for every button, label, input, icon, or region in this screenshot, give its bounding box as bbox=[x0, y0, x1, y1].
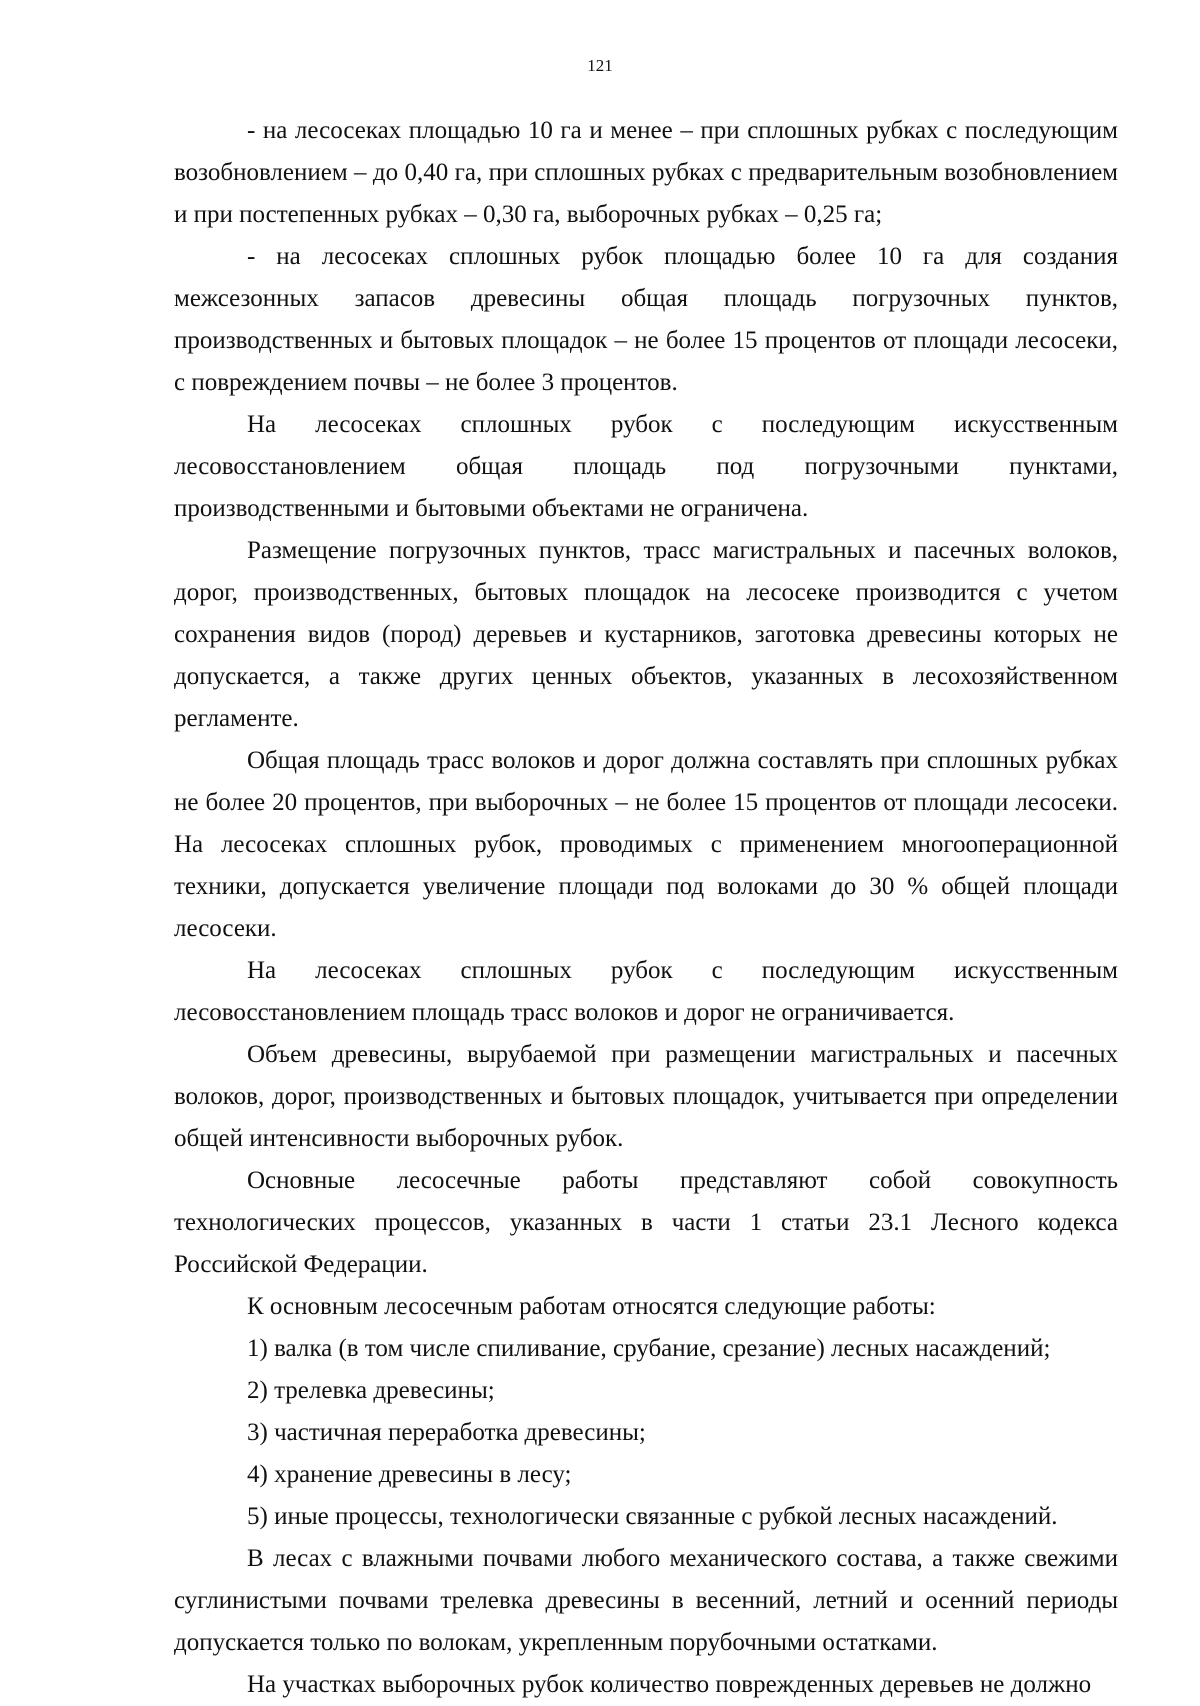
paragraph: На участках выборочных рубок количество поврежденных деревьев не должно bbox=[247, 1671, 1092, 1698]
paragraph: Объем древесины, вырубаемой при размещении магистральных и пасечных волоков, дорог, производственных и бытовых площадок, учитывается при определении общей интенсивности выборочных рубок. bbox=[174, 1041, 1118, 1152]
list-item: 3) частичная переработка древесины; bbox=[247, 1419, 646, 1446]
paragraph: Основные лесосечные работы представляют собой совокупность технологических процессов, указанных в части 1 статьи 23.1 Лесного кодекса Российской Федерации. bbox=[174, 1167, 1118, 1278]
paragraph: - на лесосеках площадью 10 га и менее – при сплошных рубках с последующим возобновлением – до 0,40 га, при сплошных рубках с предварительным возобновлением и при постепенных рубках – 0,30 га, выборочных рубках – 0,25 га; bbox=[174, 117, 1118, 228]
paragraph: На лесосеках сплошных рубок с последующим искусственным лесовосстановлением общая площадь под погрузочными пунктами, производственными и бытовыми объектами не ограничена. bbox=[174, 411, 1118, 522]
list-item: 2) трелевка древесины; bbox=[247, 1377, 495, 1404]
paragraph: Размещение погрузочных пунктов, трасс магистральных и пасечных волоков, дорог, производственных, бытовых площадок на лесосеке производится с учетом сохранения видов (пород) деревьев и кустарников, заготовка древесины которых не допускается, а также других ценных объектов, указанных в лесохозяйственном регламенте. bbox=[174, 537, 1118, 732]
paragraph: К основным лесосечным работам относятся следующие работы: bbox=[247, 1293, 936, 1320]
paragraph: Общая площадь трасс волоков и дорог должна составлять при сплошных рубках не более 20 процентов, при выборочных – не более 15 процентов от площади лесосеки. На лесосеках сплошных рубок, проводимых с применением многооперационной техники, допускается увеличение площади под волоками до 30 % общей площади лесосеки. bbox=[174, 747, 1118, 942]
list-item: 1) валка (в том числе спиливание, срубание, срезание) лесных насаждений; bbox=[247, 1335, 1051, 1362]
list-item: 5) иные процессы, технологически связанные с рубкой лесных насаждений. bbox=[247, 1503, 1058, 1530]
list-item: 4) хранение древесины в лесу; bbox=[247, 1461, 572, 1488]
body-text bbox=[174, 110, 1118, 1706]
paragraph: В лесах с влажными почвами любого механического состава, а также свежими суглинистыми почвами трелевка древесины в весенний, летний и осенний периоды допускается только по волокам, укрепленным порубочными остатками. bbox=[174, 1545, 1118, 1656]
page-number: 121 bbox=[587, 56, 613, 75]
paragraph: На лесосеках сплошных рубок с последующим искусственным лесовосстановлением площадь трасс волоков и дорог не ограничивается. bbox=[174, 957, 1118, 1026]
paragraph: - на лесосеках сплошных рубок площадью более 10 га для создания межсезонных запасов древесины общая площадь погрузочных пунктов, производственных и бытовых площадок – не более 15 процентов от площади лесосеки, с повреждением почвы – не более 3 процентов. bbox=[174, 243, 1118, 396]
